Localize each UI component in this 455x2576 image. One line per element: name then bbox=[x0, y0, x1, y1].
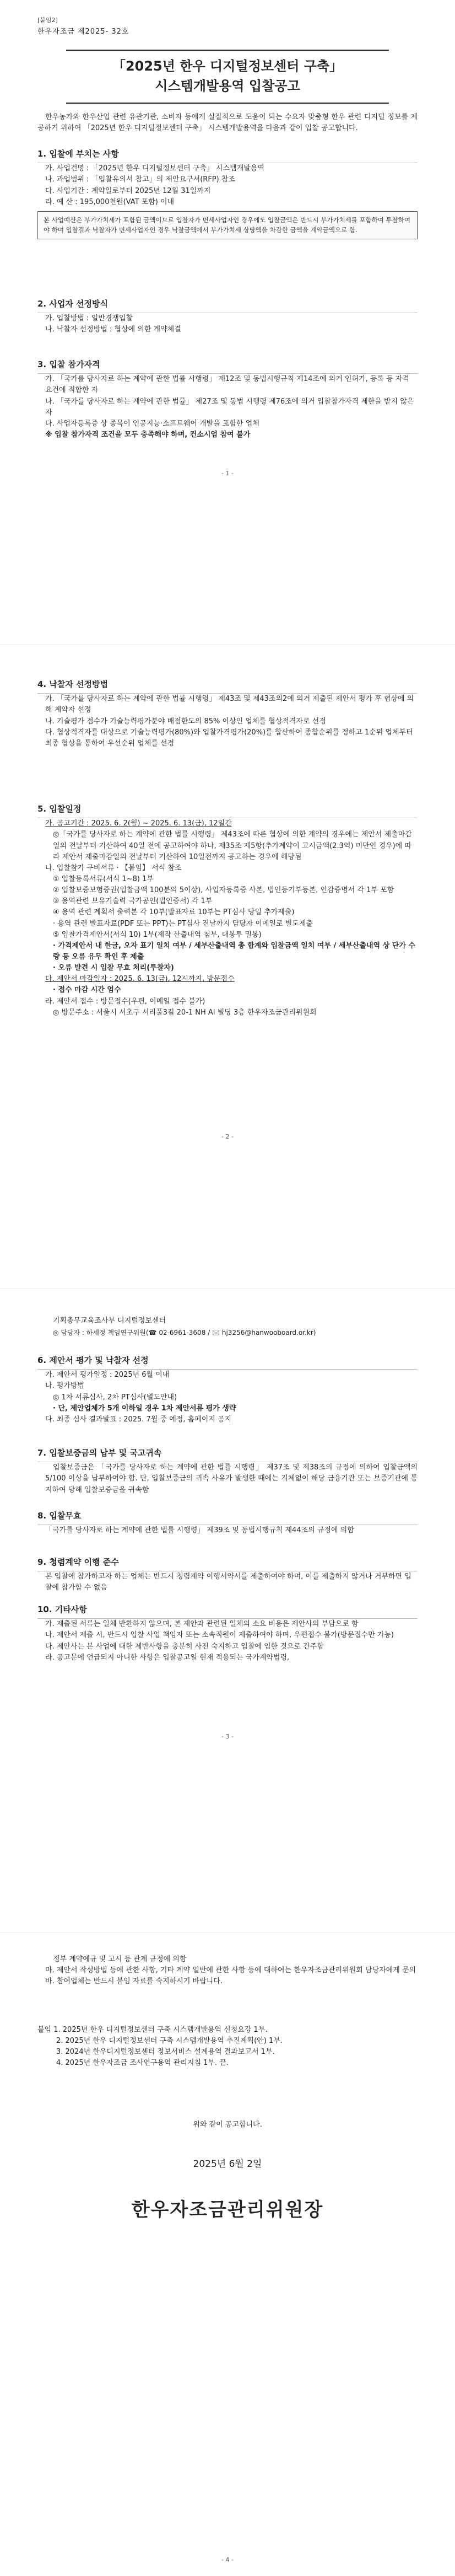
s8-text: 「국가를 당사자로 하는 계약에 관한 법률 시행령」 제39조 및 동법시행규칙 제44조의 규정에 의함 bbox=[45, 1526, 354, 1535]
contact-person: ◎ 담당자 : 하세정 책임연구위원(☎ 02-6961-3608 / 🖂 hj3256@hanwooboard.or.kr) bbox=[53, 1329, 316, 1337]
page-1 bbox=[0, 0, 455, 644]
page-number: - 2 - bbox=[221, 1133, 234, 1140]
section-10 bbox=[37, 1603, 418, 1663]
s1-item: 나. 과업범위 : 「입찰유의서 참고」의 제안요구서(RFP) 참조 bbox=[45, 175, 235, 184]
s2-item: 가. 입찰방법 : 일반경쟁입찰 bbox=[45, 314, 133, 323]
s10-item: 가. 제출된 서류는 일체 반환하지 않으며, 본 제안과 관련된 일체의 소요 비용은 제안사의 부담으로 함 bbox=[45, 1620, 359, 1629]
section-1-title: 1. 입찰에 부치는 사항 bbox=[37, 148, 418, 163]
section-9 bbox=[37, 1556, 418, 1594]
page-number: - 3 - bbox=[221, 1733, 234, 1740]
s5-doc-item: · 용역 관련 발표자료(PDF 또는 PPT)는 PT심사 전날까지 담당자 이메일로 별도제출 bbox=[53, 919, 313, 928]
s5-doc-item: ③ 용역관련 보유기술력 국가공인(법인증서) 각 1부 bbox=[53, 897, 213, 906]
s4-item: 가. 「국가를 당사자로 하는 계약에 관한 법률 시행령」 제43조 및 제43조의2에 의거 제출된 제안서 평가 후 협상에 의해 계약자 선정 bbox=[45, 695, 414, 715]
s5-price-check: · 가격제안서 내 한글, 오자 표기 일치 여부 / 세부산출내역 총 합계와 입찰금액 일치 여부 / 세부산출내역 상 단가 수량 등 오류 유무 확인 후 제출 bbox=[53, 941, 415, 961]
closing-statement: 위와 같이 공고합니다. bbox=[193, 2121, 262, 2129]
section-4-title: 4. 낙찰자 선정방법 bbox=[37, 678, 418, 694]
page-4 bbox=[0, 1932, 455, 2576]
document-title bbox=[66, 50, 389, 104]
s10-item: 마. 제안서 작성방법 등에 관한 사항, 기타 계약 일반에 관한 사항 등에 대하여는 한우자조금관리위원회 담당자에게 문의 bbox=[45, 1966, 416, 1975]
vat-notice-box: 본 사업예산은 부가가치세가 포함된 금액이므로 입찰자가 면세사업자인 경우에도 입찰금액은 반드시 부가가치세를 포함하여 투찰하여야 하며 입찰결과 낙찰자가 면세사업자인 경우 낙찰금액에서 부가가치세 상당액을 차감한 금액을 계약금액으로 함. bbox=[37, 211, 418, 239]
s5-deadline-note: · 접수 마감 시간 엄수 bbox=[53, 986, 121, 995]
section-2 bbox=[37, 298, 418, 336]
section-6-title: 6. 제안서 평가 및 낙찰자 선정 bbox=[37, 1354, 418, 1370]
s1-item: 라. 예 산 : 195,000천원(VAT 포함) 이내 bbox=[45, 197, 175, 206]
s10-item: 라. 공고문에 언급되지 아니한 사항은 입찰공고일 현재 적용되는 국가계약법령, bbox=[45, 1653, 290, 1662]
s5-deadline: 다. 제안서 마감일자 : 2025. 6. 13(금), 12시까지, 방문접수 bbox=[45, 975, 235, 984]
s7-text: 입찰보증금은 「국가를 당사자로 하는 계약에 관한 법률 시행령」 제37조 및 제38조의 규정에 의하여 입찰금액의 5/100 이상을 납부하여야 함. 단, 입찰보증금의 귀속 사유가 발생한 때에는 지체없이 해당 금융기관 또는 보증기관에 통지하여 당해 입찰보증금을 귀속함 bbox=[45, 1463, 418, 1494]
s6-item: ◎ 1차 서류심사, 2차 PT심사(별도안내) bbox=[53, 1393, 177, 1402]
section-8 bbox=[37, 1510, 418, 1536]
attachment-item: 3. 2024년 한우디지털정보센터 정보서비스 설계용역 결과보고서 1부. bbox=[56, 2048, 275, 2057]
s10-item: 나. 제안서 제출 시, 반드시 입찰 사업 책임자 또는 소속직원이 제출하여야 하며, 우편접수 불가(방문접수만 가능) bbox=[45, 1631, 394, 1640]
notice-number: 한우자조금 제2025- 32호 bbox=[37, 28, 129, 36]
s5-docs-title: 나. 입찰참가 구비서류 · 【붙임】 서식 참조 bbox=[45, 863, 182, 872]
s5-doc-item: ② 입찰보증보험증권(입찰금액 100분의 5이상), 사업자등록증 사본, 법인등기부등본, 인감증명서 각 1부 포함 bbox=[53, 886, 394, 895]
s5-doc-item: ① 입찰등록서류(서식 1~8) 1부 bbox=[53, 874, 154, 883]
s3-item: 나. 「국가를 당사자로 하는 계약에 관한 법률」 제27조 및 동법 시행령 제76조에 의거 입찰참가자격 제한을 받지 않은 자 bbox=[45, 397, 414, 417]
s4-item: 다. 협상적격자를 대상으로 기술능력평가(80%)와 입찰가격평가(20%)를 합산하여 종합순위를 정하고 1순위 업체부터 최종 협상을 통하여 우선순위 업체를 선정 bbox=[45, 728, 413, 748]
section-7-title: 7. 입찰보증금의 납부 및 국고귀속 bbox=[37, 1447, 418, 1462]
department-name: 기획총무교육조사부 디지털정보센터 bbox=[53, 1317, 166, 1325]
s1-item: 다. 사업기간 : 계약일로부터 2025년 12월 31일까지 bbox=[45, 186, 211, 195]
notice-date: 2025년 6월 2일 bbox=[193, 2159, 262, 2170]
attachment-label: [붙임2] bbox=[37, 17, 58, 24]
s1-item: 가. 사업건명 : 「2025년 한우 디지털정보센터 구축」 시스템개발용역 bbox=[45, 164, 264, 173]
section-7 bbox=[37, 1447, 418, 1496]
attachment-item: 붙임 1. 2025년 한우 디지털정보센터 구축 시스템개발용역 신청요강 1부. bbox=[37, 2026, 268, 2034]
s3-warning: ※ 입찰 참가자격 조건을 모두 충족해야 하며, 컨소시엄 참여 불가 bbox=[45, 430, 251, 439]
section-5 bbox=[37, 803, 418, 1018]
s5-doc-item: ④ 용역 관련 계획서 출력본 각 10부(발표자료 10부는 PT심사 당일 추가제출) bbox=[53, 908, 295, 917]
s6-item: 가. 제안서 평가일정 : 2025년 6월 이내 bbox=[45, 1371, 170, 1380]
s3-item: 가. 「국가를 당사자로 하는 계약에 관한 법률 시행령」 제12조 및 동법시행규칙 제14조에 의거 인허가, 등록 등 자격 요건에 적합한 자 bbox=[45, 375, 409, 395]
s10-continued-text: 정부 계약예규 및 고시 등 관계 규정에 의함 bbox=[53, 1955, 187, 1963]
issuer-signature: 한우자조금관리위원장 bbox=[131, 2199, 324, 2221]
attachment-item: 2. 2025년 한우 디지털정보센터 구축 시스템개발용역 추진계획(안) 1부. bbox=[56, 2037, 283, 2046]
s4-item: 나. 기술평가 점수가 기술능력평가분야 배점한도의 85% 이상인 업체를 협상적격자로 선정 bbox=[45, 717, 326, 726]
s5-notice-period: 가. 공고기간 : 2025. 6. 2(월) ~ 2025. 6. 13(금), 12일간 bbox=[45, 819, 232, 828]
title-line-2: 시스템개발용역 입찰공고 bbox=[155, 78, 300, 94]
section-1 bbox=[37, 148, 418, 239]
section-5-title: 5. 입찰일정 bbox=[37, 803, 418, 818]
section-10-title: 10. 기타사항 bbox=[37, 1603, 418, 1619]
section-4 bbox=[37, 678, 418, 749]
section-2-title: 2. 사업자 선정방식 bbox=[37, 298, 418, 313]
s5-invalid-note: · 오류 발견 시 입찰 무효 처리(투찰자) bbox=[53, 964, 174, 973]
intro-paragraph: 한우농가와 한우산업 관련 유관기관, 소비자 등에게 실질적으로 도움이 되는 수요자 맞춤형 한우 관련 디지털 정보를 제공하기 위하여 「2025년 한우 디지털정보센터 구축」 시스템개발용역을 다음과 같이 입찰 공고합니다. bbox=[37, 113, 418, 133]
page-2 bbox=[0, 644, 455, 1288]
page-number: - 1 - bbox=[221, 470, 234, 477]
s3-item: 다. 사업자등록증 상 종목이 인공지능·소프트웨어 개발을 포함한 업체 bbox=[45, 419, 259, 428]
s2-item: 나. 낙찰자 선정방법 : 협상에 의한 계약체결 bbox=[45, 325, 181, 334]
section-8-title: 8. 입찰무효 bbox=[37, 1510, 418, 1525]
section-9-title: 9. 청렴계약 이행 준수 bbox=[37, 1556, 418, 1571]
s5-doc-item: ⑤ 입찰가격제안서(서식 10) 1부(제작 산출내역 첨부, 대봉투 밀봉) bbox=[53, 930, 262, 939]
section-3-title: 3. 입찰 참가자격 bbox=[37, 358, 418, 374]
s10-item: 바. 참여업체는 반드시 붙임 자료를 숙지하시기 바랍니다. bbox=[45, 1977, 223, 1986]
s5-notice-note: ◎「국가를 당사자로 하는 계약에 관한 법률 시행령」 제43조에 따른 협상에 의한 계약의 경우에는 제안서 제출마감일의 전날부터 기산하여 40일 전에 공고하여야 하나, 제35조 제5항(추가계약이 고시금액(2.3억) 미만인 경우)에 따라 제안서 제출마감일의 전날부터 기산하여 10일전까지 공고하는 경우에 해당됨 bbox=[53, 830, 412, 861]
attachment-item: 4. 2025년 한우자조금 조사연구용역 관리지침 1부. 끝. bbox=[56, 2059, 229, 2068]
page-number: - 4 - bbox=[221, 2556, 234, 2563]
s6-item: · 단, 제안업체가 5개 이하일 경우 1차 제안서류 평가 생략 bbox=[53, 1404, 236, 1413]
s5-submission: 라. 제안서 접수 : 방문접수(우편, 이메일 접수 불가) bbox=[45, 997, 205, 1006]
s10-item: 다. 제안사는 본 사업에 대한 제반사항을 충분히 사전 숙지하고 입찰에 임한 것으로 간주함 bbox=[45, 1642, 324, 1651]
s5-address: ◎ 방문주소 : 서울시 서초구 서리풀3길 20-1 NH AI 빌딩 3층 한우자조금관리위원회 bbox=[53, 1008, 317, 1017]
s6-item: 다. 최종 심사 결과발표 : 2025. 7월 중 예정, 홈페이지 공지 bbox=[45, 1415, 232, 1424]
s6-item: 나. 평가방법 bbox=[45, 1382, 85, 1391]
section-10-continued bbox=[37, 1954, 418, 1987]
section-6 bbox=[37, 1354, 418, 1425]
attachment-list bbox=[37, 2025, 418, 2069]
title-line-1: 「2025년 한우 디지털정보센터 구축」 bbox=[112, 58, 343, 74]
s9-text: 본 입찰에 참가하고자 하는 업체는 반드시 청렴계약 이행서약서를 제출하여야 하며, 이를 제출하지 않거나 거부하면 입찰에 참가할 수 없음 bbox=[45, 1573, 411, 1592]
page-3 bbox=[0, 1288, 455, 1932]
section-3 bbox=[37, 358, 418, 441]
